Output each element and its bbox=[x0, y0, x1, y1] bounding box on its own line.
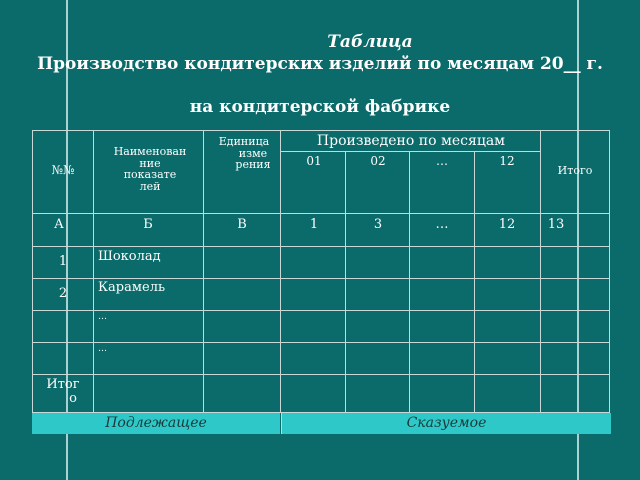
row-num: 2 bbox=[58, 286, 68, 301]
predicate-label: Сказуемое bbox=[281, 413, 611, 434]
total-row-label: Итог о bbox=[46, 377, 80, 406]
header-month-01: 01 bbox=[306, 154, 322, 168]
code-b: Б bbox=[143, 217, 153, 232]
subject-label: Подлежащее bbox=[32, 413, 280, 434]
header-month-12: 12 bbox=[499, 154, 515, 168]
code-ellipsis: … bbox=[435, 217, 449, 232]
row-name: Карамель bbox=[98, 280, 166, 295]
header-month-ellipsis: … bbox=[436, 154, 448, 168]
code-1: 1 bbox=[309, 217, 319, 232]
code-a: А bbox=[54, 217, 64, 232]
row-name: … bbox=[98, 312, 107, 322]
row-name: … bbox=[98, 344, 107, 354]
row-num: 1 bbox=[58, 254, 68, 269]
header-total: Итого bbox=[557, 164, 593, 177]
header-month-02: 02 bbox=[370, 154, 386, 168]
table-label: Таблица bbox=[327, 32, 413, 52]
code-13: 13 bbox=[547, 217, 565, 232]
code-12: 12 bbox=[498, 217, 516, 232]
header-num: №№ bbox=[51, 163, 75, 177]
page-title: Производство кондитерских изделий по месяцам 20__ г. bbox=[37, 54, 603, 74]
code-3: 3 bbox=[373, 217, 383, 232]
header-unit: Единица изме рения bbox=[218, 135, 271, 172]
page-subtitle: на кондитерской фабрике bbox=[189, 97, 451, 117]
header-name: Наименован ние показате лей bbox=[113, 145, 187, 193]
code-v: В bbox=[237, 217, 247, 232]
row-name: Шоколад bbox=[98, 249, 161, 264]
header-produced: Произведено по месяцам bbox=[316, 133, 506, 149]
